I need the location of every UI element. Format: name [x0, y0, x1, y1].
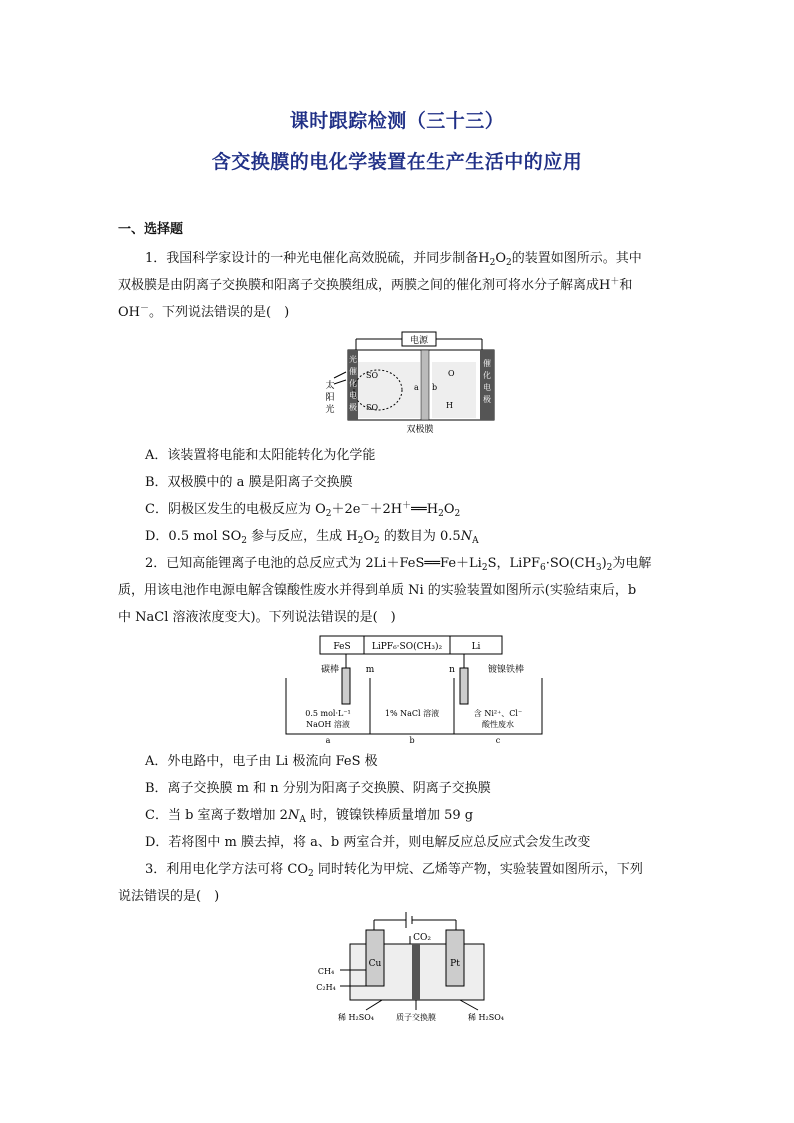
power-label: 电源 [409, 336, 429, 346]
svg-text:化: 化 [483, 371, 491, 380]
svg-text:Pt: Pt [450, 959, 460, 969]
svg-text:a: a [325, 736, 331, 745]
q3-line-2: 说法错误的是( ) [118, 889, 220, 904]
svg-text:极: 极 [349, 403, 357, 412]
svg-text:b: b [432, 383, 438, 392]
svg-text:CH₄: CH₄ [317, 967, 335, 976]
svg-text:光: 光 [325, 405, 335, 415]
q1-figure [320, 328, 500, 438]
svg-text:Li: Li [471, 642, 481, 652]
svg-text:n: n [449, 665, 455, 675]
q1-line-3: OH－。下列说法错误的是( ) [118, 304, 290, 320]
svg-text:电: 电 [349, 391, 357, 400]
q3-figure [310, 908, 518, 1026]
svg-text:1% NaCl 溶液: 1% NaCl 溶液 [384, 709, 440, 718]
svg-text:催: 催 [349, 367, 357, 376]
q2-option-d: D．若将图中 m 膜去掉，将 a、b 两室合并，则电解反应总反应式会发生改变 [145, 835, 591, 850]
svg-text:化: 化 [349, 379, 357, 388]
svg-text:碳棒: 碳棒 [320, 665, 340, 675]
svg-text:电: 电 [483, 383, 491, 392]
q2-line-1: 2．已知高能锂离子电池的总反应式为 $2Li+FeS══Fe+Li_2S$，$LiPF_6\cdot SO(CH_3)_2$为电解 [145, 556, 652, 573]
q2-line-2: 质，用该电池作电源电解含镍酸性废水并得到单质 Ni 的实验装置如图所示(实验结束后，b [118, 583, 637, 598]
svg-text:催: 催 [483, 359, 491, 368]
svg-text:稀 H₂SO₄: 稀 H₂SO₄ [338, 1013, 374, 1022]
svg-text:C₂H₄: C₂H₄ [316, 983, 336, 992]
svg-text:LiPF₆·SO(CH₃)₂: LiPF₆·SO(CH₃)₂ [371, 642, 443, 652]
q2-option-c: C．当 b 室离子数增加 $2N_A$ 时，镀镍铁棒质量增加 59 g [145, 808, 474, 825]
q2-figure [284, 634, 546, 746]
svg-text:稀 H₂SO₄: 稀 H₂SO₄ [468, 1013, 504, 1022]
svg-text:H: H [446, 401, 453, 410]
q2-option-b: B．离子交换膜 m 和 n 分别为阳离子交换膜、阴离子交换膜 [145, 781, 491, 796]
svg-text:SO: SO [366, 403, 379, 412]
svg-text:太: 太 [325, 381, 335, 391]
svg-text:0.5 mol·L⁻¹: 0.5 mol·L⁻¹ [305, 709, 351, 718]
page-subtitle: 含交换膜的电化学装置在生产生活中的应用 [211, 151, 583, 173]
svg-text:CO₂: CO₂ [413, 933, 431, 943]
svg-text:m: m [365, 665, 375, 675]
svg-text:SO: SO [366, 371, 379, 380]
svg-text:镀镍铁棒: 镀镍铁棒 [487, 665, 525, 675]
page-title: 课时跟踪检测（三十三） [289, 110, 505, 132]
q2-option-a: A．外电路中，电子由 Li 极流向 FeS 极 [145, 754, 378, 769]
q3-line-1: 3．利用电化学方法可将 $CO_2$ 同时转化为甲烷、乙烯等产物，实验装置如图所示，下列 [145, 862, 643, 879]
svg-text:双极膜: 双极膜 [406, 425, 434, 435]
q1-option-b: B．双极膜中的 a 膜是阳离子交换膜 [145, 475, 353, 490]
svg-text:b: b [409, 736, 415, 745]
svg-text:NaOH 溶液: NaOH 溶液 [306, 720, 350, 729]
section-heading: 一、选择题 [118, 222, 184, 237]
q2-line-3: 中 NaCl 溶液浓度变大)。下列说法错误的是( ) [118, 610, 396, 625]
svg-text:a: a [414, 383, 419, 392]
svg-text:阳: 阳 [325, 393, 335, 403]
svg-text:FeS: FeS [333, 642, 351, 652]
q1-line-2: 双极膜是由阴离子交换膜和阳离子交换膜组成，两膜之间的催化剂可将水分子解离成H＋和 [118, 277, 633, 293]
svg-text:质子交换膜: 质子交换膜 [396, 1013, 436, 1022]
q1-line-1: 1．我国科学家设计的一种光电催化高效脱硫，并同步制备$H_2O_2$的装置如图所示。其中 [145, 251, 642, 268]
svg-text:c: c [495, 736, 501, 745]
svg-text:O: O [448, 369, 455, 378]
q1-option-a: A．该装置将电能和太阳能转化为化学能 [145, 448, 376, 463]
svg-text:光: 光 [349, 355, 357, 364]
q1-option-d: D．0.5 mol $SO_2$ 参与反应，生成 $H_2O_2$ 的数目为 $0.5N_A$ [145, 529, 479, 546]
svg-text:含 Ni²⁺、Cl⁻: 含 Ni²⁺、Cl⁻ [473, 709, 523, 718]
svg-text:Cu: Cu [368, 959, 382, 969]
q1-option-c: C．阴极区发生的电极反应为 $O_2+2e^-+2H^+══H_2O_2$ [145, 501, 461, 519]
svg-text:酸性废水: 酸性废水 [482, 720, 514, 729]
svg-text:极: 极 [483, 395, 491, 404]
